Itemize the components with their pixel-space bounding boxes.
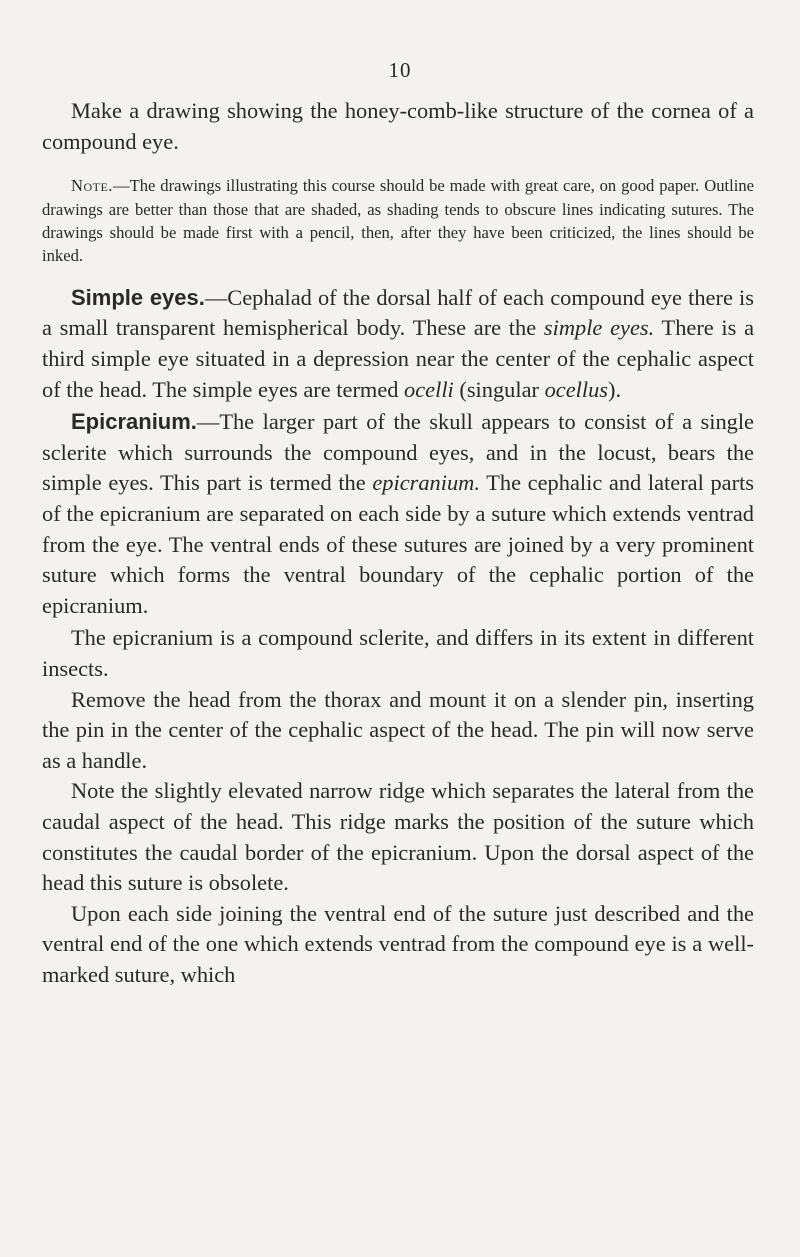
ocellus-term: ocellus — [544, 376, 609, 402]
simple-eyes-text-3: (singular — [453, 376, 545, 402]
ocelli-term: ocelli — [404, 376, 454, 402]
note-lead: Note. — [71, 176, 113, 196]
note-text: —The drawings illustrating this course should be made with great care, on good paper. Outline drawings are better than those that are shaded, as shading tends to obscure lines indicating sutures. The drawings should be made first with a pencil, then, after they have been criticized, the lines should be inked. — [42, 176, 754, 266]
paragraph-remove-head: Remove the head from the thorax and mount it on a slender pin, inserting the pin in the center of the cephalic aspect of the head. The pin will now serve as a handle. — [42, 686, 754, 773]
intro-paragraph: Make a drawing showing the honey-comb-like structure of the cornea of a compound eye. — [42, 98, 754, 154]
simple-eyes-term: simple eyes. — [543, 315, 655, 341]
epicranium-paragraph — [42, 407, 754, 621]
paragraph-suture: Upon each side joining the ventral end of the suture just described and the ventral end of the one which extends ventrad from the compound eye is a well-marked suture, which — [42, 900, 754, 987]
simple-eyes-text-1: —Cephalad of the dorsal half of each compound eye there is a small transparent hemispherical body. These are the — [42, 284, 754, 341]
epicranium-heading: Epicranium. — [71, 409, 197, 435]
epicranium-term: epicranium. — [372, 470, 480, 496]
note-paragraph — [42, 174, 754, 268]
epicranium-text-2: The cephalic and lateral parts of the epicranium are separated on each side by a suture which extends ventrad from the eye. The ventral ends of these sutures are joined by a very prominent suture which forms the ventral boundary of the cephalic portion of the epicranium. — [42, 470, 755, 618]
page-body — [42, 96, 754, 990]
paragraph-ridge: Note the slightly elevated narrow ridge which separates the lateral from the caudal aspect of the head. This ridge marks the position of the suture which constitutes the caudal border of the epicranium. Upon the dorsal aspect of the head this suture is obsolete. — [42, 778, 754, 896]
page-number: 10 — [388, 58, 412, 82]
paragraph-compound-sclerite: The epicranium is a compound sclerite, and differs in its extent in different insects. — [42, 625, 754, 681]
simple-eyes-text-4: ). — [608, 376, 622, 402]
simple-eyes-text-2: There is a third simple eye situated in a depression near the center of the cephalic aspect of the head. The simple eyes are termed — [42, 315, 755, 402]
epicranium-text-1: —The larger part of the skull appears to consist of a single sclerite which surrounds the compound eyes, and in the locust, bears the simple eyes. This part is termed the — [42, 409, 754, 496]
simple-eyes-heading: Simple eyes. — [71, 284, 205, 310]
simple-eyes-paragraph — [42, 283, 754, 405]
